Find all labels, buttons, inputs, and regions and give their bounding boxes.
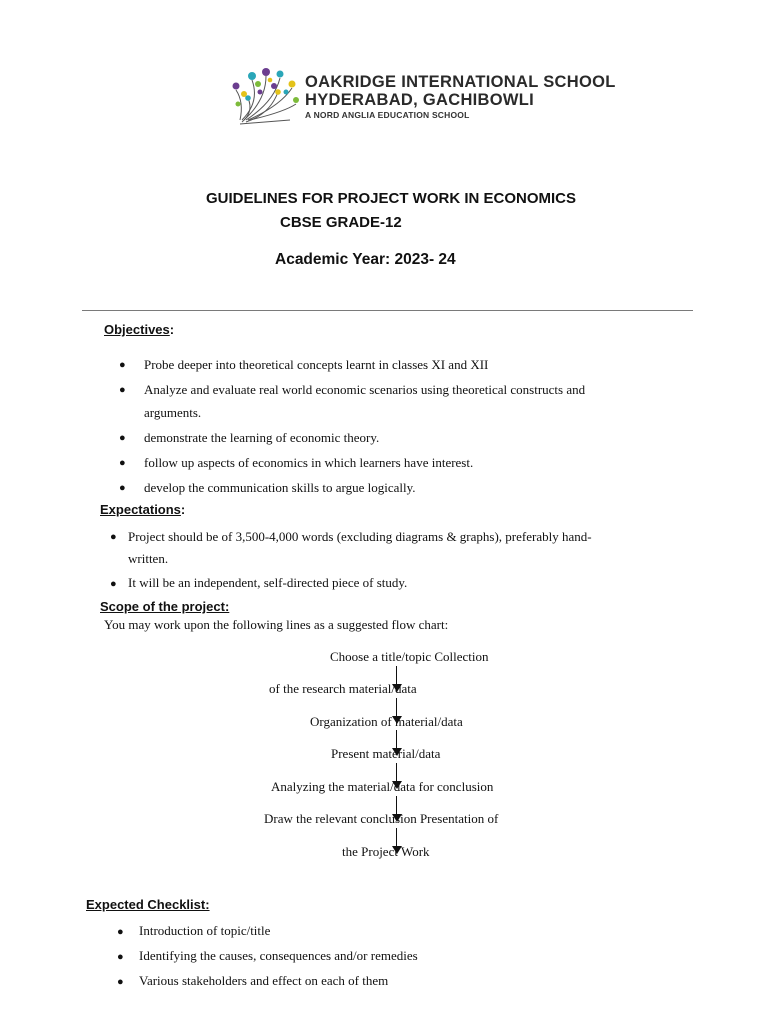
bullet-icon: ● bbox=[110, 578, 117, 590]
flow-step: the Project Work bbox=[342, 844, 430, 859]
flow-step: Choose a title/topic Collection bbox=[330, 649, 489, 664]
flow-step: of the research material/data bbox=[269, 681, 417, 696]
objectives-heading: Objectives: bbox=[104, 322, 175, 337]
bullet-icon: ● bbox=[110, 531, 117, 543]
document-title: GUIDELINES FOR PROJECT WORK IN ECONOMICS bbox=[205, 190, 577, 207]
scope-heading: Scope of the project: bbox=[100, 599, 230, 614]
bullet-icon: ● bbox=[119, 457, 126, 469]
list-item: Introduction of topic/title bbox=[139, 923, 271, 938]
bullet-icon: ● bbox=[119, 482, 126, 494]
list-item-continuation: written. bbox=[128, 551, 169, 566]
expectations-heading: Expectations: bbox=[100, 502, 186, 517]
list-item: Probe deeper into theoretical concepts learnt in classes XI and XII bbox=[144, 357, 489, 372]
academic-year: Academic Year: 2023- 24 bbox=[275, 251, 456, 268]
document-subtitle: CBSE GRADE-12 bbox=[280, 214, 402, 231]
school-name-line2: HYDERABAD, GACHIBOWLI bbox=[305, 91, 535, 109]
flow-step: Analyzing the material/data for conclusion bbox=[271, 779, 494, 794]
list-item: It will be an independent, self-directed piece of study. bbox=[128, 575, 408, 590]
school-name-line1: OAKRIDGE INTERNATIONAL SCHOOL bbox=[305, 73, 616, 91]
scope-intro: You may work upon the following lines as a suggested flow chart: bbox=[104, 617, 449, 632]
flow-step: Organization of material/data bbox=[310, 714, 463, 729]
bullet-icon: ● bbox=[119, 384, 126, 396]
bullet-icon: ● bbox=[117, 926, 124, 938]
horizontal-divider bbox=[82, 310, 693, 311]
list-item: follow up aspects of economics in which learners have interest. bbox=[144, 455, 474, 470]
bullet-icon: ● bbox=[119, 359, 126, 371]
checklist-heading: Expected Checklist: bbox=[86, 897, 210, 912]
list-item: Analyze and evaluate real world economic scenarios using theoretical constructs and bbox=[144, 382, 586, 397]
list-item-continuation: arguments. bbox=[144, 405, 202, 420]
list-item: Various stakeholders and effect on each of them bbox=[139, 973, 389, 988]
oakridge-emblem-icon bbox=[230, 62, 302, 130]
list-item: develop the communication skills to argue logically. bbox=[144, 480, 416, 495]
flow-step: Draw the relevant conclusion Presentation of bbox=[264, 811, 499, 826]
list-item: demonstrate the learning of economic theory. bbox=[144, 430, 380, 445]
school-tagline: A NORD ANGLIA EDUCATION SCHOOL bbox=[305, 110, 470, 120]
list-item: Project should be of 3,500-4,000 words (excluding diagrams & graphs), preferably hand- bbox=[128, 529, 592, 544]
list-item: Identifying the causes, consequences and/or remedies bbox=[139, 948, 418, 963]
bullet-icon: ● bbox=[117, 951, 124, 963]
bullet-icon: ● bbox=[117, 976, 124, 988]
flow-step: Present material/data bbox=[331, 746, 441, 761]
bullet-icon: ● bbox=[119, 432, 126, 444]
